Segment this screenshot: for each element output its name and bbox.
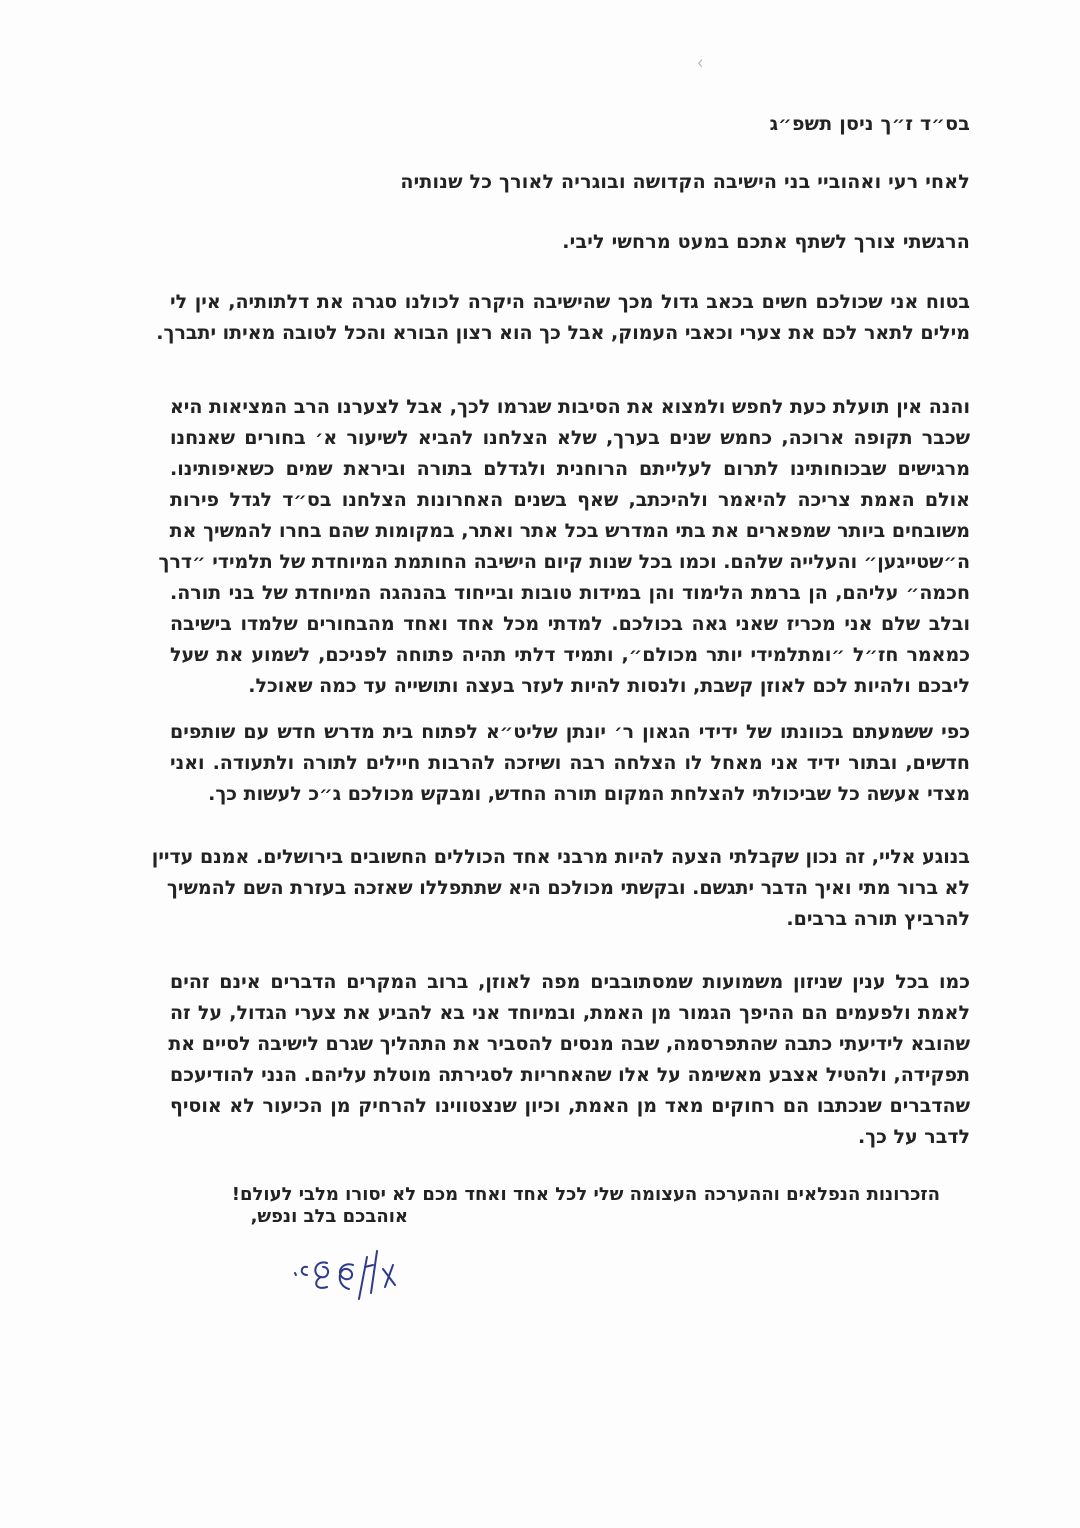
paragraph-1: [156, 287, 970, 349]
paragraph-line: לאמת ולפעמים הם ההיפך הגמור מן האמת, ובמיוחד אני בא להביע את צערי הגדול, על זה: [170, 1002, 970, 1024]
paragraph-line: לא ברור מתי ואיך הדבר יתגשם. ובקשתי מכולכם היא שתתפללו שאזכה בעזרת השם להמשיך: [166, 877, 970, 899]
paragraph-line: מרגישים שבכוחותינו לתרום לעלייתם הרוחנית ולגדלם בתורה וביראת שמים כשאיפותינו.: [170, 458, 970, 480]
paragraph-line: חכמה״ עליהם, הן ברמת הלימוד והן במידות טובות ובייחוד בהנהגה המיוחדת של בני תורה.: [170, 582, 970, 604]
paragraph-line: ובלב שלם אני מכריז שאני גאה בכולכם. למדתי מכל אחד ואחד מהבחורים שלמדו בישיבה: [170, 613, 970, 635]
paragraph-line: להרביץ תורה ברבים.: [786, 908, 970, 930]
paragraph-line: מצדי אעשה כל שביכולתי להצלחת המקום תורה החדש, ומבקש מכולכם ג״כ לעשות כך.: [208, 783, 970, 805]
sign-off-line: אוהבכם בלב ונפש,: [250, 1206, 408, 1227]
closing-block: [232, 1182, 940, 1208]
date-line: בס״ד ז״ך ניסן תשפ״ג: [769, 113, 970, 135]
paragraph-line: ה״שטייגען״ והעלייה שלהם. וכמו בכל שנות קיום הישיבה החותמת המיוחדת של תלמידי ״דרך: [158, 551, 970, 573]
paragraph-line: כפי ששמעתם בכוונתו של ידידי הגאון ר׳ יונתן שליט״א לפתוח בית מדרש חדש עם שותפים: [170, 721, 970, 743]
paragraph-line: תפקידה, ולהטיל אצבע מאשימה על אלו שהאחריות לסגירתה מוטלת עליהם. הנני להודיעכם: [170, 1064, 970, 1086]
paragraph-line: כמו בכל ענין שניזון משמועות שמסתובבים מפה לאוזן, ברוב המקרים הדברים אינם זהים: [170, 971, 970, 993]
paragraph-5: [170, 967, 970, 1153]
paragraph-line: ליבכם ולהיות לכם לאוזן קשבת, ולנסות להיות לעזר בעצה ותושייה עד כמה שאוכל.: [248, 675, 970, 697]
paragraph-2: [158, 392, 970, 702]
paragraph-line: בנוגע אליי, זה נכון שקבלתי הצעה להיות מרבני אחד הכוללים החשובים בירושלים. אמנם עדיין: [151, 846, 970, 868]
paragraph-line: חדשים, ובתור ידיד אני מאחל לו הצלחה רבה ושיזכה להרבות חיילים לתורה ולתעודה. ואני: [170, 752, 970, 774]
paragraph-line: מילים לתאר לכם את צערי וכאבי העמוק, אבל כך הוא רצון הבורא והכל לטובה מאיתו יתברך.: [156, 322, 970, 344]
paragraph-3: [170, 717, 970, 810]
paragraph-line: משובחים ביותר שמפארים את בתי המדרש בכל אתר ואתר, במקומות שהם בחרו להמשיך את: [169, 520, 970, 542]
paragraph-line: שכבר תקופה ארוכה, כחמש שנים בערך, שלא הצלחנו להביא לשיעור א׳ בחורים שאנחנו: [170, 427, 970, 449]
scan-artifact-mark: ‹: [697, 51, 704, 74]
paragraph-line: שהדברים שנכתבו הם רחוקים מאד מן האמת, וכיון שנצטווינו להרחיק מן הכיעור לא אוסיף: [170, 1095, 970, 1117]
paragraph-line: והנה אין תועלת כעת לחפש ולמצוא את הסיבות שגרמו לכך, אבל לצערנו הרב המציאות היא: [169, 396, 970, 418]
greeting-line: לאחי רעי ואהוביי בני הישיבה הקדושה ובוגריה לאורך כל שנותיה: [400, 171, 970, 193]
paragraph-line: כמאמר חז״ל ״ומתלמידי יותר מכולם״, ותמיד דלתי תהיה פתוחה לפניכם, לשמוע את שעל: [170, 644, 970, 666]
intro-line: הרגשתי צורך לשתף אתכם במעט מרחשי ליבי.: [562, 231, 970, 253]
paragraph-line: לדבר על כך.: [857, 1126, 970, 1148]
paragraph-line: בטוח אני שכולכם חשים בכאב גדול מכך שהישיבה היקרה לכולנו סגרה את דלתותיה, אין לי: [170, 291, 970, 313]
paragraph-line: אולם האמת צריכה להיאמר ולהיכתב, שאף בשנים האחרונות הצלחנו בס״ד לגדל פירות: [170, 489, 970, 511]
paragraph-line: שהובא לידיעתי כתבה שהתפרסמה, שבה מנסים להסביר את התהליך שגרם לישיבה לסיים את: [168, 1033, 970, 1055]
closing-line: הזכרונות הנפלאים וההערכה העצומה שלי לכל אחד ואחד מכם לא יסורו מלבי לעולם!: [231, 1184, 940, 1205]
handwritten-signature: [255, 1245, 405, 1305]
paragraph-4: [151, 842, 970, 935]
